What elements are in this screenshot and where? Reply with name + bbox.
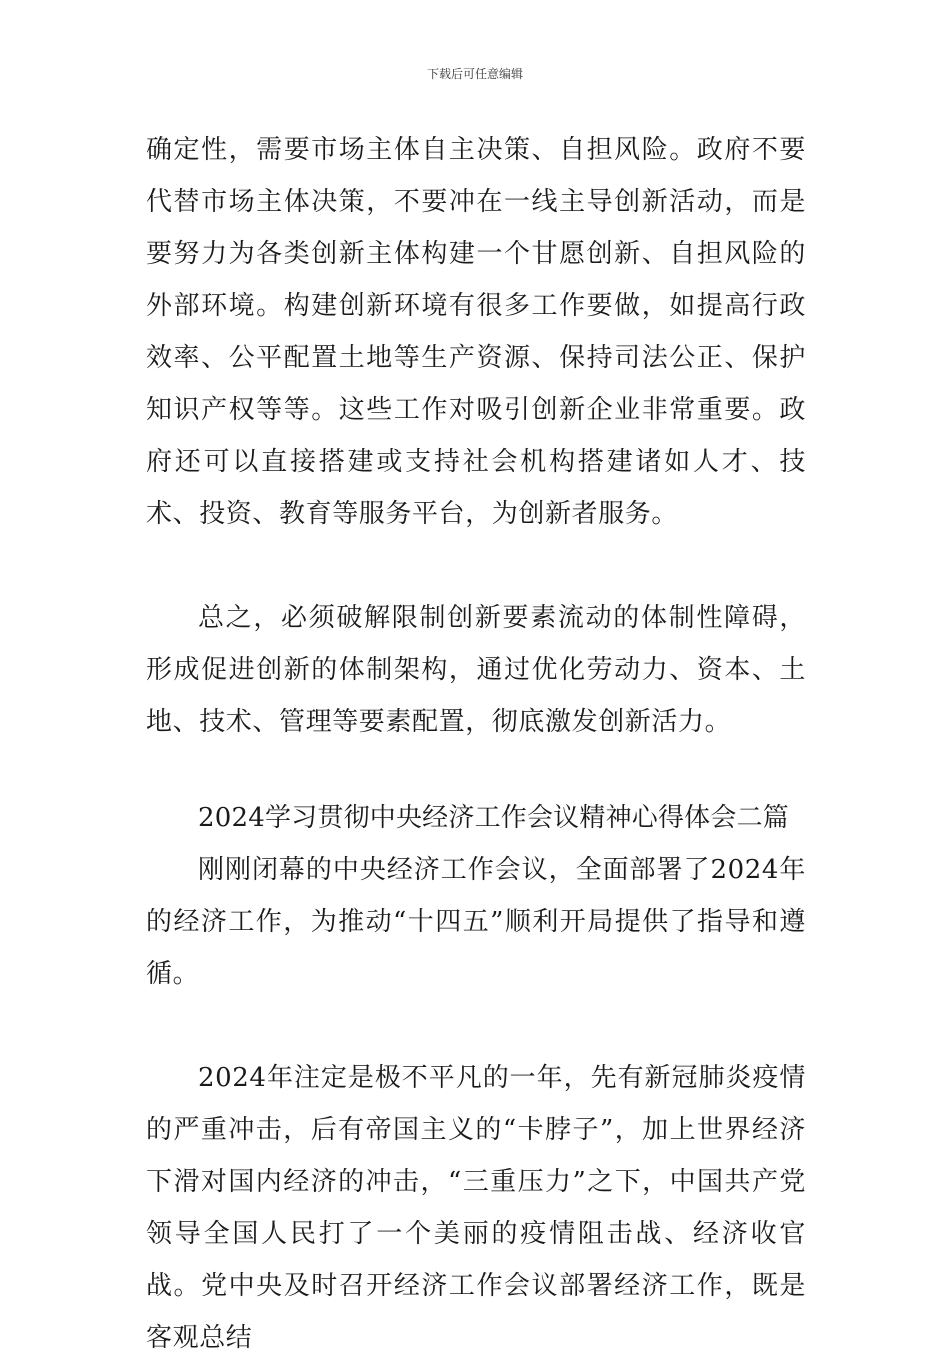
paragraph-4: 2024年注定是极不平凡的一年，先有新冠肺炎疫情的严重冲击，后有帝国主义的“卡脖子”，加上世界经济下滑对国内经济的冲击，“三重压力”之下，中国共产党领导全国人民打了一个美丽的疫情阻击战、经济收官战。党中央及时召开经济工作会议部署经济工作，既是客观总结 [146,1063,806,1353]
section-heading: 2024学习贯彻中央经济工作会议精神心得体会二篇 [198,803,789,833]
paragraph-1: 确定性，需要市场主体自主决策、自担风险。政府不要代替市场主体决策，不要冲在一线主导创新活动，而是要努力为各类创新主体构建一个甘愿创新、自担风险的外部环境。构建创新环境有很多工作要做，如提高行政效率、公平配置土地等生产资源、保持司法公正、保护知识产权等等。这些工作对吸引创新企业非常重要。政府还可以直接搭建或支持社会机构搭建诸如人才、技术、投资、教育等服务平台，为创新者服务。 [146,135,806,529]
paragraph-spacer [146,540,806,592]
page-header-note: 下载后可任意编辑 [426,67,523,81]
paragraph-2: 总之，必须破解限制创新要素流动的体制性障碍，形成促进创新的体制架构，通过优化劳动力、资本、土地、技术、管理等要素配置，彻底激发创新活力。 [146,603,806,737]
paragraph-3: 刚刚闭幕的中央经济工作会议，全面部署了2024年的经济工作，为推动“十四五”顺利开局提供了指导和遵循。 [146,855,806,989]
document-body [146,124,806,1364]
paragraph-spacer [146,748,806,792]
paragraph-spacer [146,1000,806,1052]
